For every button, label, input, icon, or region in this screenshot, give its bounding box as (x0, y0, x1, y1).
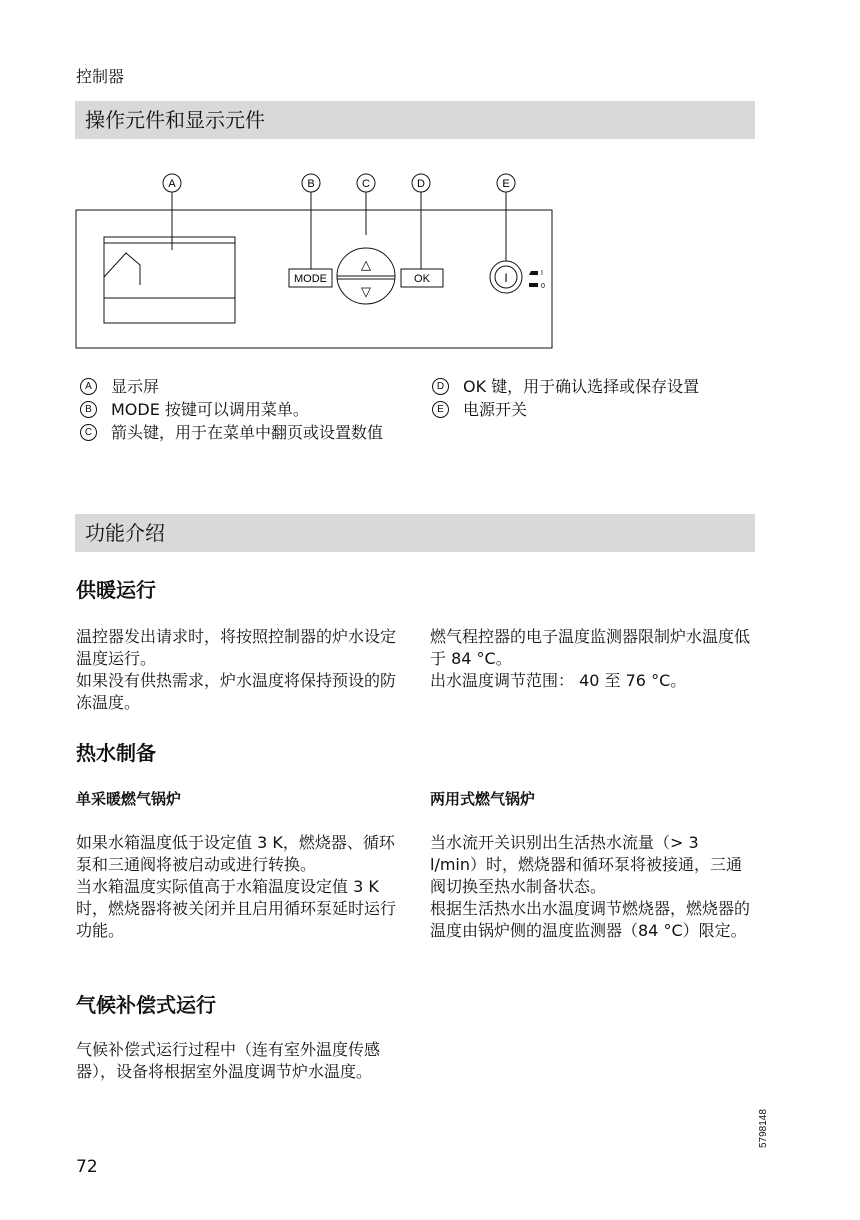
heating-left-text (76, 626, 396, 714)
heading-weather: 气候补偿式运行 (76, 993, 216, 1017)
heating-left-p2: 如果没有供热需求，炉水温度将保持预设的防冻温度。 (76, 671, 397, 712)
legend-c-text: 箭头键，用于在菜单中翻页或设置数值 (111, 423, 384, 442)
legend-d-text: OK 键，用于确认选择或保存设置 (463, 377, 700, 396)
legend-item-c (80, 421, 396, 444)
ok-button-label: OK (414, 273, 430, 285)
hotwater-left-p1: 如果水箱温度低于设定值 3 K，燃烧器、循环泵和三通阀将被启动或进行转换。 (76, 833, 395, 874)
hotwater-right-text (430, 832, 750, 942)
legend-a-letter: A (80, 378, 97, 395)
callout-d-letter: D (417, 178, 425, 190)
document-id: 5798148 (758, 1109, 769, 1148)
callout-e-letter: E (502, 178, 510, 190)
heating-left-p1: 温控器发出请求时，将按照控制器的炉水设定温度运行。 (76, 627, 397, 668)
page-number: 72 (76, 1157, 98, 1177)
hotwater-right-p2: 根据生活热水出水温度调节燃烧器，燃烧器的温度由锅炉侧的温度监测器（84 °C）限定。 (430, 899, 751, 940)
legend-item-e (432, 398, 763, 421)
subheading-combi: 两用式燃气锅炉 (430, 790, 536, 808)
callout-d (412, 174, 430, 269)
hotwater-left-text (76, 832, 396, 942)
power-symbol-icon: I (504, 271, 508, 285)
display-screen (104, 237, 235, 323)
switch-on-label: I (541, 270, 543, 277)
hotwater-left-p2: 当水箱温度实际值高于水箱温度设定值 3 K 时，燃烧器将被关闭并且启用循环泵延时运行功能。 (76, 877, 397, 940)
legend-c-letter: C (80, 424, 97, 441)
switch-indicator-off-icon (529, 283, 545, 290)
callout-b (302, 174, 320, 269)
callout-b-letter: B (307, 178, 315, 190)
heating-right-p2: 出水温度调节范围： 40 至 76 °C。 (430, 671, 687, 690)
subheading-single-heating: 单采暖燃气锅炉 (76, 790, 182, 808)
legend-a-text: 显示屏 (111, 377, 160, 396)
power-switch[interactable] (490, 261, 522, 293)
hotwater-right-p1: 当水流开关识别出生活热水流量（> 3 l/min）时，燃烧器和循环泵将被接通，三通阀切换至热水制备状态。 (430, 833, 743, 896)
legend-e-text: 电源开关 (463, 400, 528, 419)
switch-indicator-on-icon (529, 270, 543, 277)
section-title-function: 功能介绍 (75, 514, 755, 552)
arrow-up-icon[interactable]: △ (361, 257, 371, 272)
ok-button[interactable] (401, 269, 443, 287)
legend-e-letter: E (432, 401, 449, 418)
weather-text (76, 1039, 396, 1083)
section-title-controls: 操作元件和显示元件 (75, 101, 755, 139)
callout-c-letter: C (362, 178, 370, 190)
legend-item-d (432, 375, 763, 398)
control-panel-diagram (60, 165, 570, 360)
weather-p1: 气候补偿式运行过程中（连有室外温度传感器），设备将根据室外温度调节炉水温度。 (76, 1040, 381, 1081)
heading-heating: 供暖运行 (76, 578, 156, 602)
mode-button-label: MODE (294, 273, 327, 285)
legend-item-b (80, 398, 396, 421)
heading-hotwater: 热水制备 (76, 741, 156, 765)
mode-button[interactable] (289, 269, 332, 287)
legend-right (432, 375, 763, 421)
legend-b-letter: B (80, 401, 97, 418)
callout-a-letter: A (168, 178, 176, 190)
heating-right-p1: 燃气程控器的电子温度监测器限制炉水温度低于 84 °C。 (430, 627, 751, 668)
legend-d-letter: D (432, 378, 449, 395)
heating-right-text (430, 626, 750, 692)
switch-off-label: 0 (541, 283, 545, 290)
callout-a (163, 174, 181, 250)
arrow-down-icon[interactable]: ▽ (361, 284, 371, 299)
chapter-label: 控制器 (76, 67, 125, 86)
legend-item-a (80, 375, 396, 398)
legend-b-text: MODE 按键可以调用菜单。 (111, 400, 309, 419)
callout-c (357, 174, 375, 235)
legend-left (80, 375, 396, 444)
callout-e (497, 174, 515, 263)
arrow-keys[interactable] (337, 248, 395, 304)
